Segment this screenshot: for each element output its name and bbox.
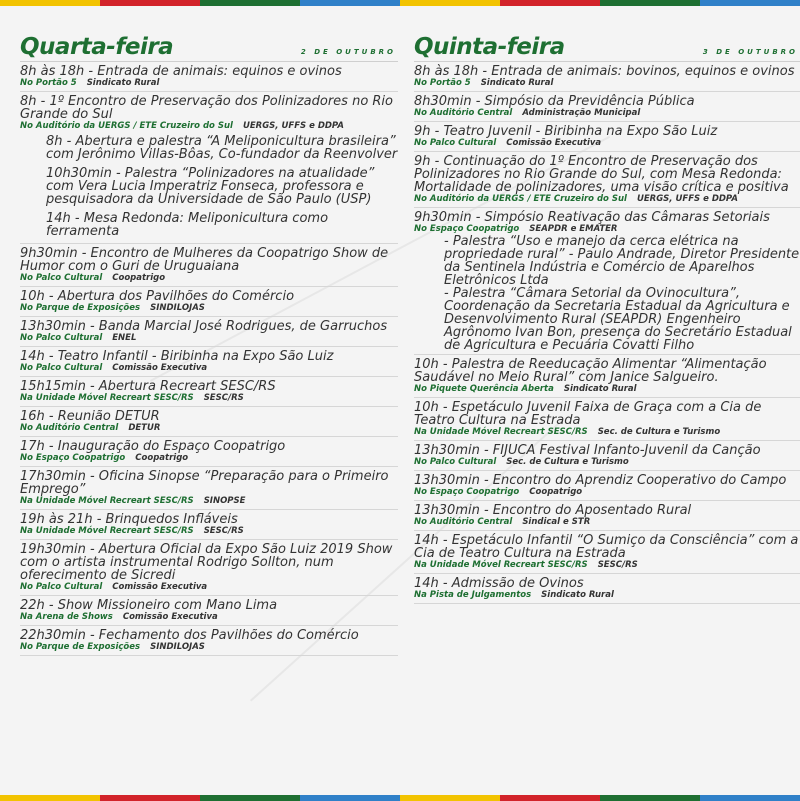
event-item [414,208,800,355]
event-item [20,437,398,467]
event-title: 22h30min - Fechamento dos Pavilhões do Comércio [20,628,359,643]
event-title: 10h - Palestra de Reeducação Alimentar “Alimentação Saudável no Meio Rural” com Janice Salgueiro. [414,357,767,385]
day-date: 3 DE OUTUBRO [702,48,798,56]
event-item [20,377,398,407]
event-meta [414,78,800,89]
event-meta [414,560,800,571]
day-title: Quarta-feira [20,34,174,60]
day-header [414,34,800,62]
event-item [20,407,398,437]
sub-event [444,235,800,287]
event-organizer: UERGS, UFFS e DDPA [636,194,738,204]
event-meta [414,517,800,528]
event-item [20,596,398,626]
event-organizer: SESC/RS [203,526,244,536]
event-meta [20,453,398,464]
event-meta [414,138,800,149]
event-title: 13h30min - Banda Marcial José Rodrigues, de Garruchos [20,319,388,334]
event-location: No Auditório Central [414,108,513,118]
event-organizer: Sec. de Cultura e Turismo [597,427,721,437]
sub-event-title: 14h - Mesa Redonda: Meliponicultura como ferramenta [46,211,329,239]
event-meta [414,487,800,498]
event-location: Na Unidade Móvel Recreart SESC/RS [414,560,588,570]
event-location: No Auditório da UERGS / ETE Cruzeiro do Sul [414,194,627,204]
event-location: No Palco Cultural [414,457,497,467]
event-organizer: SINOPSE [203,496,246,506]
event-organizer: Comissão Executiva [112,363,208,373]
event-title: 8h30min - Simpósio da Previdência Pública [414,94,695,109]
event-location: No Piquete Querência Aberta [414,384,554,394]
event-location: No Portão 5 [20,78,77,88]
event-meta [414,457,800,468]
event-meta [414,384,800,395]
day-date: 2 DE OUTUBRO [300,48,396,56]
event-organizer: Sindicato Rural [563,384,637,394]
event-organizer: SESC/RS [597,560,638,570]
event-location: No Auditório da UERGS / ETE Cruzeiro do Sul [20,121,233,131]
event-item [414,92,800,122]
event-meta [20,423,398,434]
event-item [20,244,398,287]
event-title: 13h30min - Encontro do Aposentado Rural [414,503,692,518]
event-item [20,626,398,656]
event-item [414,471,800,501]
event-location: Na Unidade Móvel Recreart SESC/RS [414,427,588,437]
event-item [414,398,800,441]
event-item [414,574,800,604]
event-location: No Parque de Exposições [20,642,141,652]
event-item [20,287,398,317]
event-meta [20,78,398,89]
event-organizer: ENEL [112,333,137,343]
event-title: 17h - Inauguração do Espaço Coopatrigo [20,439,286,454]
event-title: 14h - Espetáculo Infantil “O Sumiço da Consciência” com a Cia de Teatro Cultura na Estrada [414,533,799,561]
top-color-stripe [0,0,800,6]
event-location: No Palco Cultural [20,333,103,343]
event-organizer: Sindical e STR [522,517,591,527]
event-title: 8h às 18h - Entrada de animais: bovinos, equinos e ovinos [414,64,795,79]
event-organizer: SINDILOJAS [150,642,205,652]
event-location: No Auditório Central [20,423,119,433]
sub-event-title: - Palestra “Câmara Setorial da Ovinocultura”, Coordenação da Secretaria Estadual da Agricultura e Desenvolvimento Rural (SEAPDR) Engenheiro Agrônomo Ivan Bon, presença do Secretário Estadual de Agricultura e Pecuária Covatti Filho [444,286,792,353]
event-title: 9h30min - Simpósio Reativação das Câmaras Setoriais [414,210,770,225]
event-organizer: UERGS, UFFS e DDPA [242,121,344,131]
event-item [20,347,398,377]
event-meta [20,333,398,344]
event-meta [20,642,398,653]
event-item [414,441,800,471]
event-location: No Espaço Coopatrigo [20,453,126,463]
wednesday-column [20,34,398,656]
event-organizer: Sec. de Cultura e Turismo [506,457,629,467]
event-organizer: Coopatrigo [112,273,166,283]
event-item [20,317,398,347]
event-location: No Portão 5 [414,78,471,88]
thursday-column [414,34,800,604]
event-organizer: Sindicato Rural [541,590,614,600]
event-list [414,62,800,604]
event-location: Na Pista de Julgamentos [414,590,532,600]
event-item [414,355,800,398]
event-title: 22h - Show Missioneiro com Mano Lima [20,598,278,613]
event-location: No Palco Cultural [20,273,103,283]
event-item [20,92,398,244]
event-organizer: Coopatrigo [529,487,583,497]
sub-event [46,164,398,209]
event-location: No Espaço Coopatrigo [414,487,520,497]
event-title: 16h - Reunião DETUR [20,409,160,424]
event-title: 9h - Teatro Juvenil - Biribinha na Expo São Luiz [414,124,718,139]
event-organizer: Comissão Executiva [506,138,602,148]
event-item [414,62,800,92]
bottom-color-stripe [0,795,800,801]
event-organizer: Coopatrigo [135,453,189,463]
event-title: 14h - Teatro Infantil - Biribinha na Expo São Luiz [20,349,334,364]
event-title: 13h30min - FIJUCA Festival Infanto-Juvenil da Canção [414,443,761,458]
event-title: 10h - Espetáculo Juvenil Faixa de Graça com a Cia de Teatro Cultura na Estrada [414,400,762,428]
event-meta [20,121,398,132]
event-title: 13h30min - Encontro do Aprendiz Cooperativo do Campo [414,473,787,488]
event-meta [20,303,398,314]
event-location: No Palco Cultural [20,582,103,592]
event-organizer: SESC/RS [203,393,244,403]
event-meta [20,612,398,623]
event-item [20,467,398,510]
sub-event [46,209,398,241]
event-meta [20,496,398,507]
event-location: No Palco Cultural [414,138,497,148]
event-title: 9h - Continuação do 1º Encontro de Preservação dos Polinizadores no Rio Grande do Sul, com Mesa Redonda: Mortalidade de polinizadores, uma visão crítica e positiva [414,154,789,195]
event-item [414,531,800,574]
day-header [20,34,398,62]
event-item [414,501,800,531]
event-item [20,540,398,596]
event-organizer: SINDILOJAS [150,303,205,313]
event-location: Na Unidade Móvel Recreart SESC/RS [20,393,194,403]
event-title: 19h às 21h - Brinquedos Infláveis [20,512,238,527]
event-title: 14h - Admissão de Ovinos [414,576,584,591]
event-location: No Palco Cultural [20,363,103,373]
sub-event [444,287,800,352]
event-meta [20,273,398,284]
event-title: 9h30min - Encontro de Mulheres da Coopatrigo Show de Humor com o Guri de Uruguaiana [20,246,389,274]
event-meta [20,393,398,404]
event-item [20,510,398,540]
event-meta [414,427,800,438]
event-title: 8h - 1º Encontro de Preservação dos Polinizadores no Rio Grande do Sul [20,94,394,122]
event-location: Na Unidade Móvel Recreart SESC/RS [20,526,194,536]
event-organizer: Comissão Executiva [112,582,208,592]
event-location: Na Unidade Móvel Recreart SESC/RS [20,496,194,506]
day-title: Quinta-feira [414,34,565,60]
event-title: 19h30min - Abertura Oficial da Expo São Luiz 2019 Show com o artista instrumental Rodrigo Sollton, num oferecimento de Sicredi [20,542,393,583]
event-organizer: SEAPDR e EMATER [529,224,618,234]
event-meta [20,582,398,593]
event-title: 10h - Abertura dos Pavilhões do Comércio [20,289,295,304]
event-organizer: Sindicato Rural [480,78,554,88]
event-organizer: Administração Municipal [522,108,641,118]
sub-event-title: - Palestra “Uso e manejo da cerca elétrica na propriedade rural” - Paulo Andrade, Diretor Presidente da Sentinela Indústria e Comércio de Aparelhos Eletrônicos Ltda [444,234,800,288]
event-organizer: DETUR [128,423,161,433]
event-item [414,122,800,152]
event-meta [20,526,398,537]
event-item [414,152,800,208]
sub-event [46,132,398,164]
event-meta [414,194,800,205]
sub-event-title: 8h - Abertura e palestra “A Meliponicultura brasileira” com Jerônimo Villas-Bôas, Co-fundador da Reenvolver [46,134,398,162]
event-location: No Espaço Coopatrigo [414,224,520,234]
event-title: 8h às 18h - Entrada de animais: equinos e ovinos [20,64,342,79]
event-location: No Parque de Exposições [20,303,141,313]
event-title: 15h15min - Abertura Recreart SESC/RS [20,379,276,394]
event-item [20,62,398,92]
event-location: No Auditório Central [414,517,513,527]
event-meta [414,108,800,119]
sub-event-title: 10h30min - Palestra “Polinizadores na atualidade” com Vera Lucia Imperatriz Fonseca, professora e pesquisadora da Universidade de São Paulo (USP) [46,166,375,207]
event-organizer: Sindicato Rural [86,78,160,88]
event-title: 17h30min - Oficina Sinopse “Preparação para o Primeiro Emprego” [20,469,389,497]
event-location: Na Arena de Shows [20,612,113,622]
event-meta [20,363,398,374]
event-organizer: Comissão Executiva [122,612,218,622]
event-meta [414,590,800,601]
event-list [20,62,398,656]
